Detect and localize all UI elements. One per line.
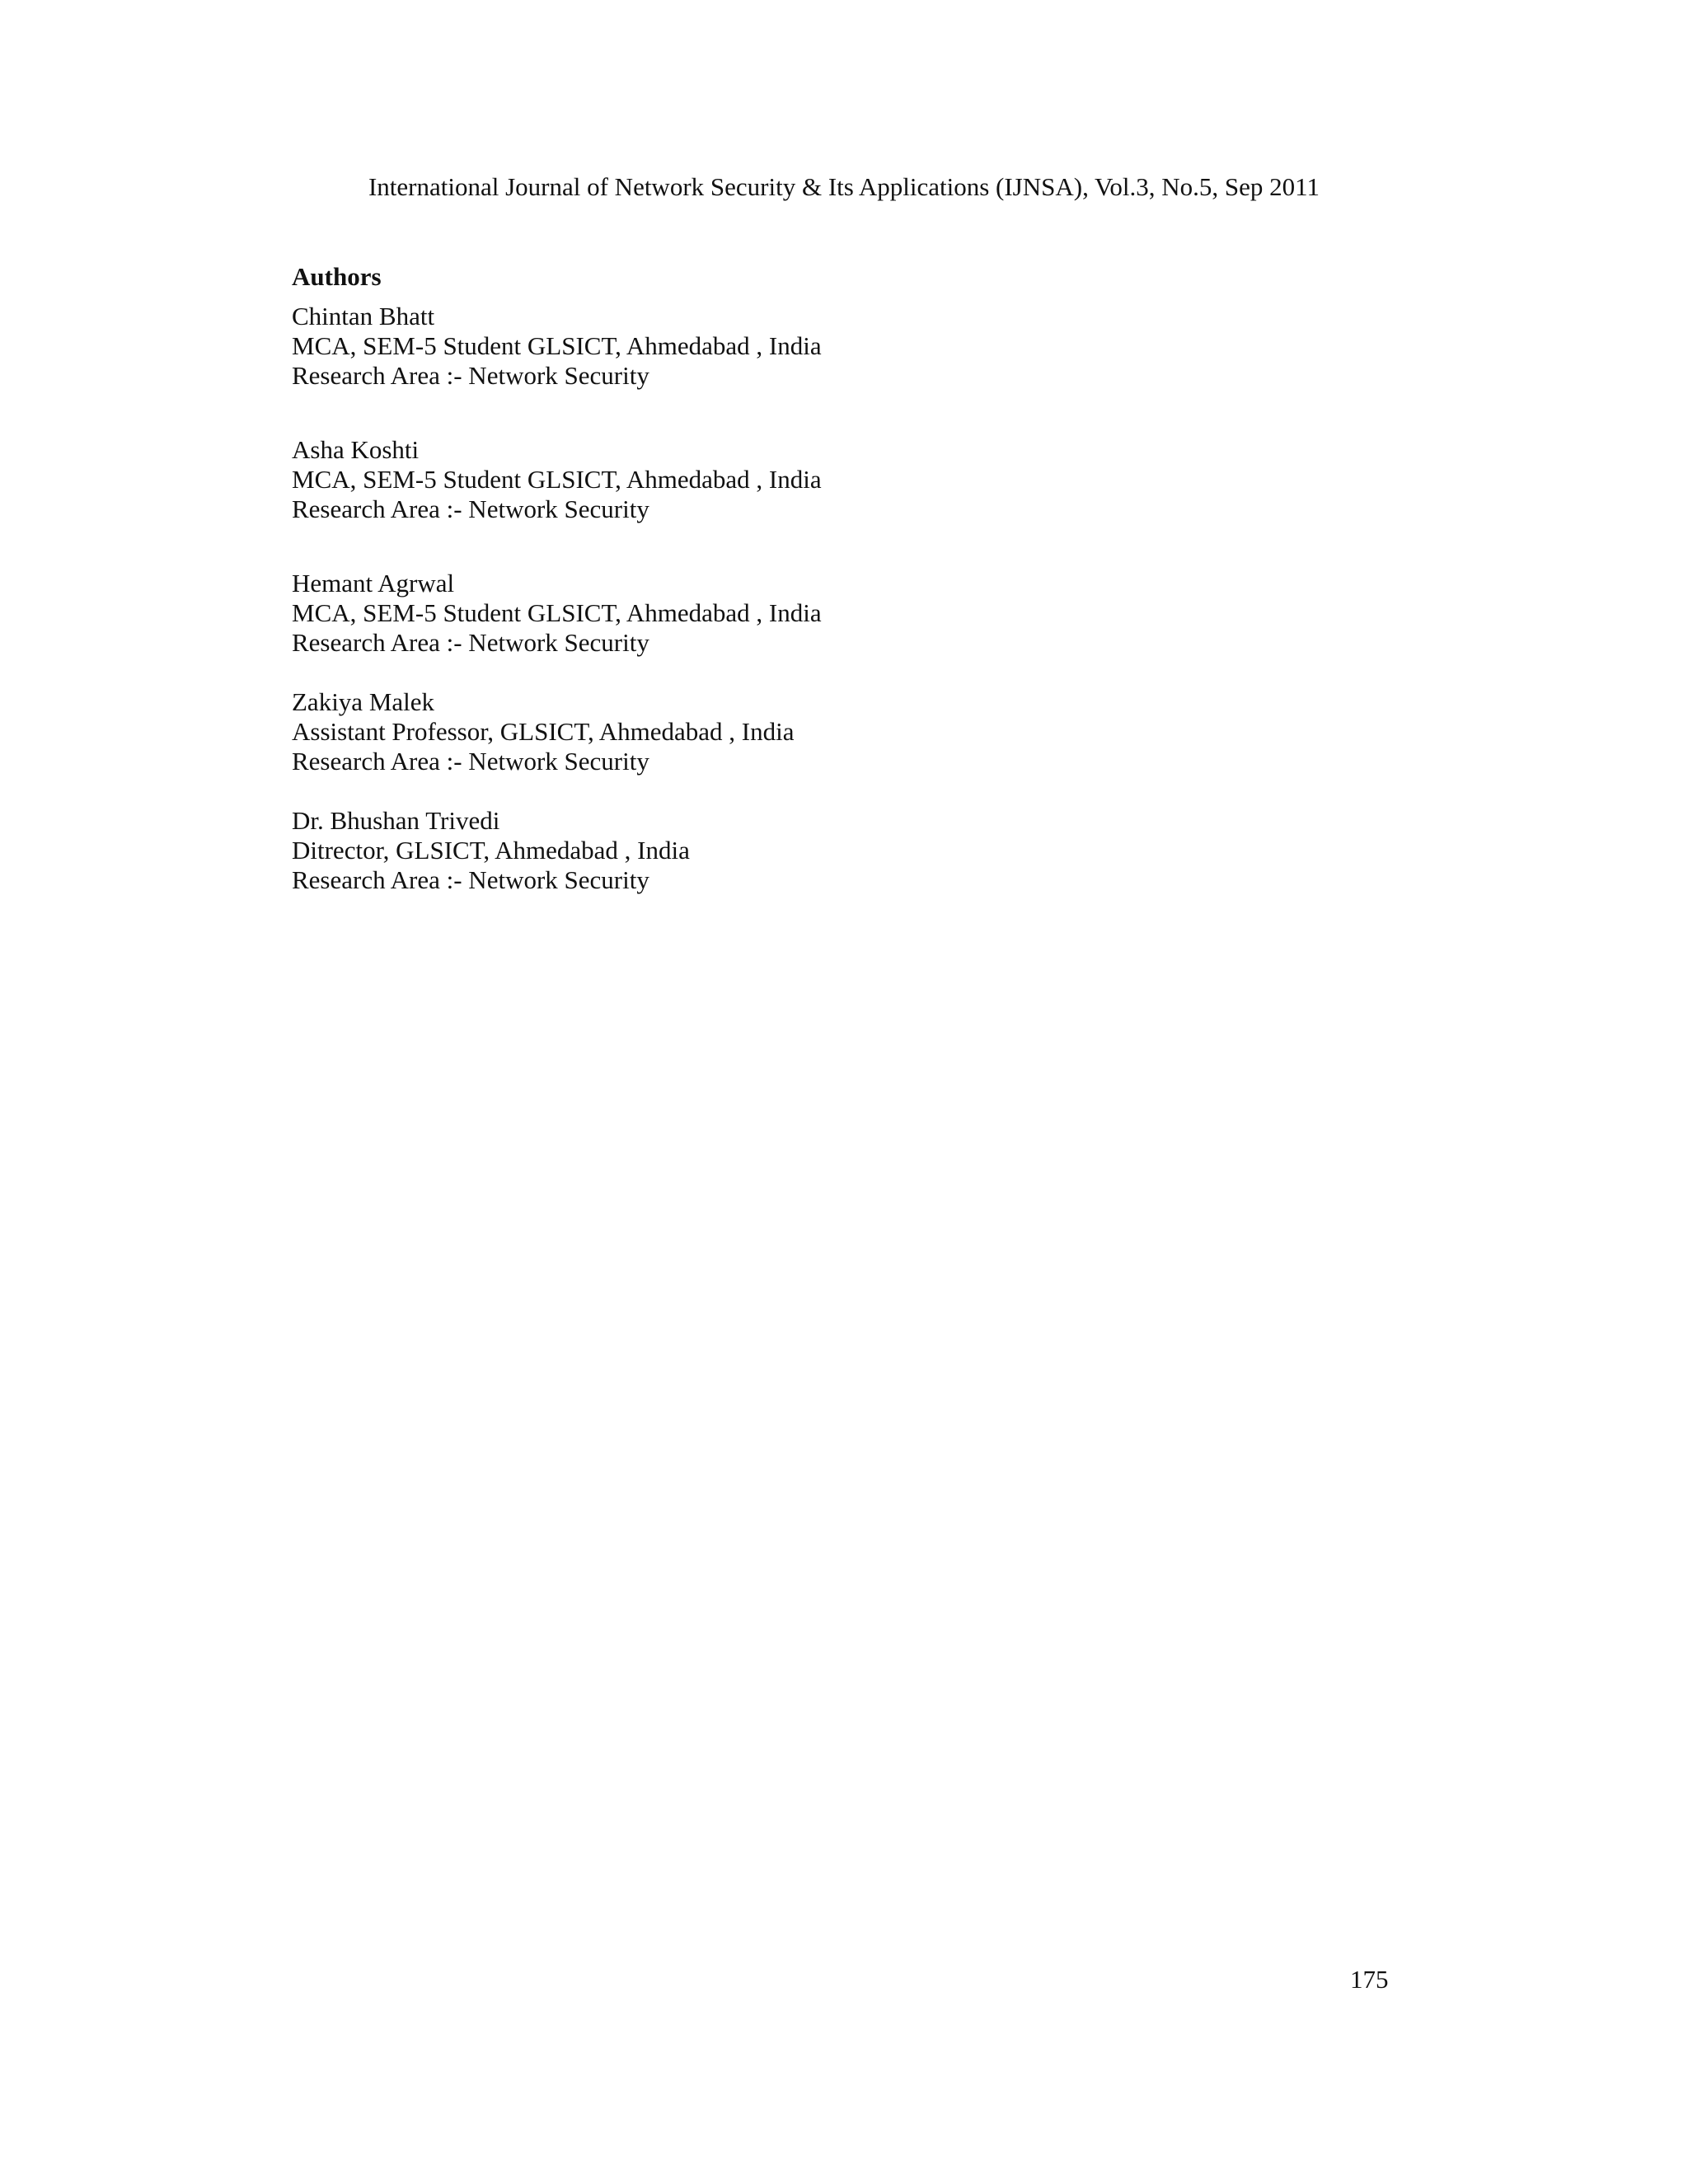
author-name: Hemant Agrwal [292,569,455,598]
author-research-area: Research Area :- Network Security [292,494,649,523]
author-affiliation: MCA, SEM-5 Student GLSICT, Ahmedabad , India [292,598,822,627]
author-research-area: Research Area :- Network Security [292,747,649,776]
author-research-area: Research Area :- Network Security [292,865,649,894]
author-entry [292,435,1446,524]
author-entry [292,806,1446,895]
author-research-area: Research Area :- Network Security [292,361,649,390]
authors-heading: Authors [292,262,382,291]
journal-running-header: International Journal of Network Security & Its Applications (IJNSA), Vol.3, No.5, Sep 2011 [368,172,1320,201]
author-entry [292,569,1446,658]
author-name: Dr. Bhushan Trivedi [292,806,500,835]
author-research-area: Research Area :- Network Security [292,628,649,657]
author-name: Asha Koshti [292,435,420,464]
page-number: 175 [1350,1965,1389,1994]
author-entry [292,302,1446,391]
author-affiliation: MCA, SEM-5 Student GLSICT, Ahmedabad , India [292,331,822,360]
author-name: Zakiya Malek [292,687,435,716]
author-affiliation: Ditrector, GLSICT, Ahmedabad , India [292,836,690,865]
author-affiliation: Assistant Professor, GLSICT, Ahmedabad , India [292,717,795,746]
author-entry [292,687,1446,776]
author-affiliation: MCA, SEM-5 Student GLSICT, Ahmedabad , India [292,465,822,494]
author-name: Chintan Bhatt [292,302,435,330]
authors-section [292,260,1446,895]
